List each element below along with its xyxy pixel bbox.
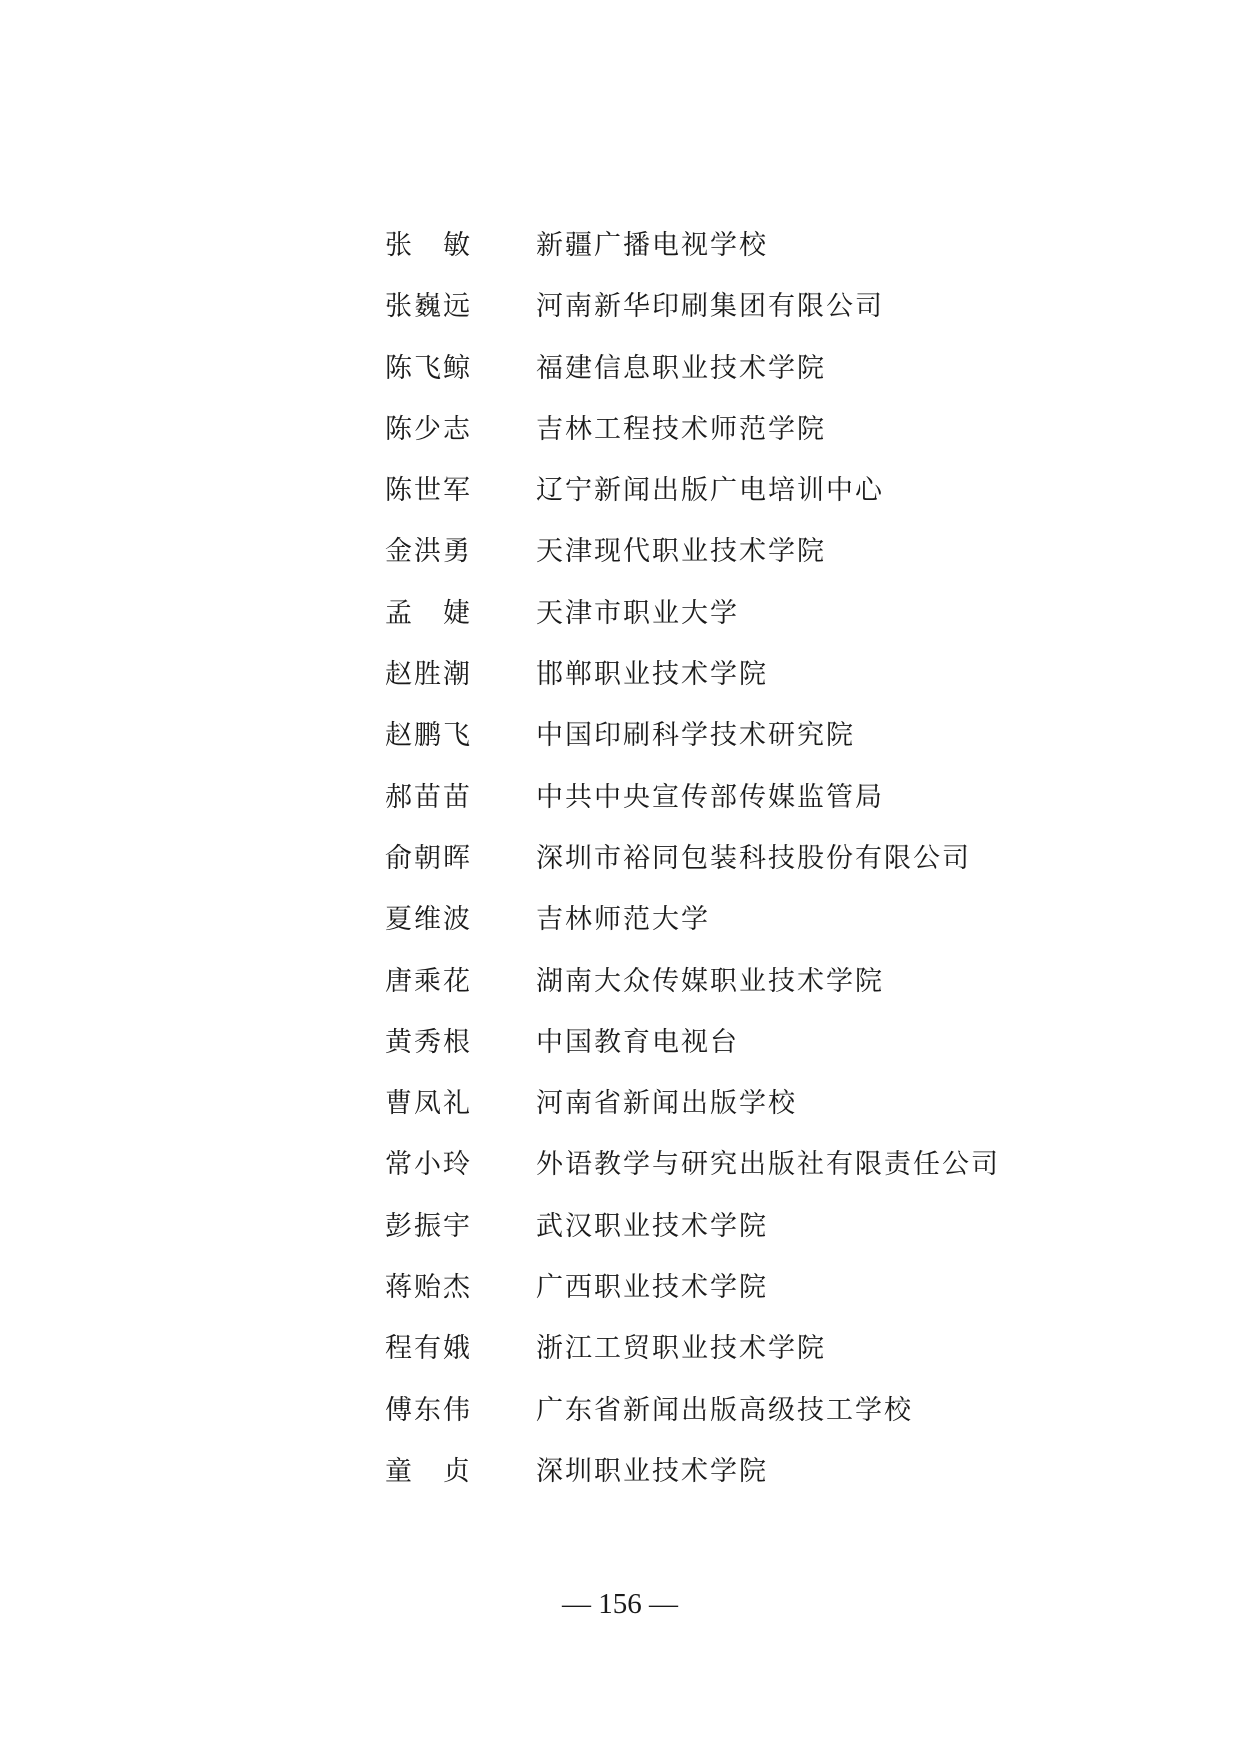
person-name: 程有娥 xyxy=(385,1333,472,1365)
person-name: 金洪勇 xyxy=(385,536,472,568)
list-item xyxy=(385,838,1000,899)
list-item xyxy=(385,1083,1000,1144)
organization-name: 天津市职业大学 xyxy=(536,597,739,629)
person-name: 傅东伟 xyxy=(385,1394,472,1426)
organization-name: 天津现代职业技术学院 xyxy=(536,536,826,568)
person-name: 蒋贻杰 xyxy=(385,1272,472,1304)
list-item xyxy=(385,1451,1000,1512)
list-item xyxy=(385,961,1000,1022)
person-name: 孟 婕 xyxy=(385,597,472,629)
list-item xyxy=(385,593,1000,654)
organization-name: 河南省新闻出版学校 xyxy=(536,1088,797,1120)
organization-name: 中共中央宣传部传媒监管局 xyxy=(536,781,884,813)
list-item xyxy=(385,348,1000,409)
person-name: 曹凤礼 xyxy=(385,1088,472,1120)
person-name: 赵鹏飞 xyxy=(385,720,472,752)
organization-name: 广东省新闻出版高级技工学校 xyxy=(536,1394,913,1426)
list-item xyxy=(385,899,1000,960)
person-name: 郝苗苗 xyxy=(385,781,472,813)
list-item xyxy=(385,286,1000,347)
organization-name: 吉林工程技术师范学院 xyxy=(536,413,826,445)
organization-name: 辽宁新闻出版广电培训中心 xyxy=(536,475,884,507)
person-name: 常小玲 xyxy=(385,1149,472,1181)
person-name: 唐乘花 xyxy=(385,965,472,997)
person-name: 童 贞 xyxy=(385,1455,472,1487)
member-list xyxy=(385,225,1000,1512)
organization-name: 武汉职业技术学院 xyxy=(536,1210,768,1242)
organization-name: 湖南大众传媒职业技术学院 xyxy=(536,965,884,997)
organization-name: 广西职业技术学院 xyxy=(536,1272,768,1304)
organization-name: 深圳市裕同包装科技股份有限公司 xyxy=(536,842,971,874)
organization-name: 新疆广播电视学校 xyxy=(536,230,768,261)
list-item xyxy=(385,409,1000,470)
person-name: 夏维波 xyxy=(385,904,472,936)
person-name: 张 敏 xyxy=(385,230,472,261)
organization-name: 外语教学与研究出版社有限责任公司 xyxy=(536,1149,1000,1181)
list-item xyxy=(385,1022,1000,1083)
list-item xyxy=(385,1144,1000,1205)
person-name: 黄秀根 xyxy=(385,1026,472,1058)
organization-name: 中国教育电视台 xyxy=(536,1026,739,1058)
list-item xyxy=(385,1206,1000,1267)
person-name: 陈世军 xyxy=(385,475,472,507)
list-item xyxy=(385,1328,1000,1389)
person-name: 张巍远 xyxy=(385,291,472,323)
list-item xyxy=(385,531,1000,592)
organization-name: 福建信息职业技术学院 xyxy=(536,352,826,384)
organization-name: 深圳职业技术学院 xyxy=(536,1455,768,1487)
list-item xyxy=(385,470,1000,531)
list-item xyxy=(385,225,1000,286)
list-item xyxy=(385,777,1000,838)
person-name: 赵胜潮 xyxy=(385,659,472,691)
organization-name: 河南新华印刷集团有限公司 xyxy=(536,291,884,323)
person-name: 陈飞鲸 xyxy=(385,352,472,384)
person-name: 彭振宇 xyxy=(385,1210,472,1242)
organization-name: 浙江工贸职业技术学院 xyxy=(536,1333,826,1365)
list-item xyxy=(385,654,1000,715)
organization-name: 中国印刷科学技术研究院 xyxy=(536,720,855,752)
page-number: — 156 — xyxy=(562,1588,678,1620)
list-item xyxy=(385,1267,1000,1328)
person-name: 陈少志 xyxy=(385,413,472,445)
list-item xyxy=(385,1390,1000,1451)
list-item xyxy=(385,715,1000,776)
organization-name: 吉林师范大学 xyxy=(536,904,710,936)
organization-name: 邯郸职业技术学院 xyxy=(536,659,768,691)
person-name: 俞朝晖 xyxy=(385,842,472,874)
